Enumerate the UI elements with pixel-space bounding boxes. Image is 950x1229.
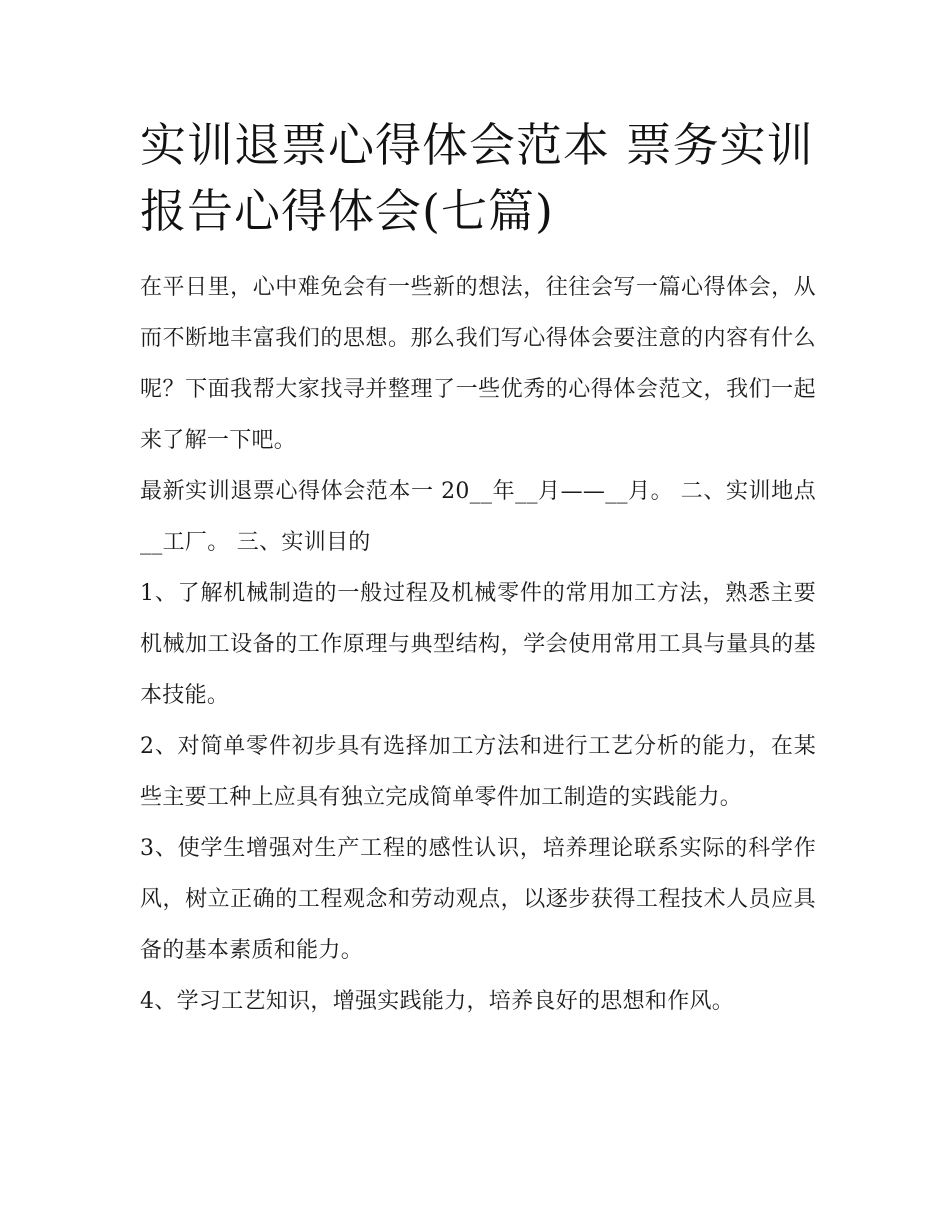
objective-item-2: 2、对简单零件初步具有选择加工方法和进行工艺分析的能力，在某些主要工种上应具有独立完成简单零件加工制造的实践能力。: [140, 734, 816, 810]
objective-item-4: 4、学习工艺知识，增强实践能力，培养良好的思想和作风。: [140, 989, 735, 1014]
document-title: 实训退票心得体会范本 票务实训报告心得体会(七篇): [140, 118, 814, 238]
objective-item-3: 3、使学生增强对生产工程的感性认识，培养理论联系实际的科学作风，树立正确的工程观念和劳动观点，以逐步获得工程技术人员应具备的基本素质和能力。: [140, 836, 816, 963]
intro-paragraph: 在平日里，心中难免会有一些新的想法，往往会写一篇心得体会，从而不断地丰富我们的思想。那么我们写心得体会要注意的内容有什么呢？下面我帮大家找寻并整理了一些优秀的心得体会范文，我们一起来了解一下吧。: [140, 275, 816, 453]
objective-item-1: 1、了解机械制造的一般过程及机械零件的常用加工方法，熟悉主要机械加工设备的工作原理与典型结构，学会使用常用工具与量具的基本技能。: [140, 581, 816, 708]
document-body: [140, 112, 816, 1027]
section-header-paragraph: 最新实训退票心得体会范本一 20__年__月——__月。 二、实训地点 __工厂。 三、实训目的: [140, 479, 816, 555]
